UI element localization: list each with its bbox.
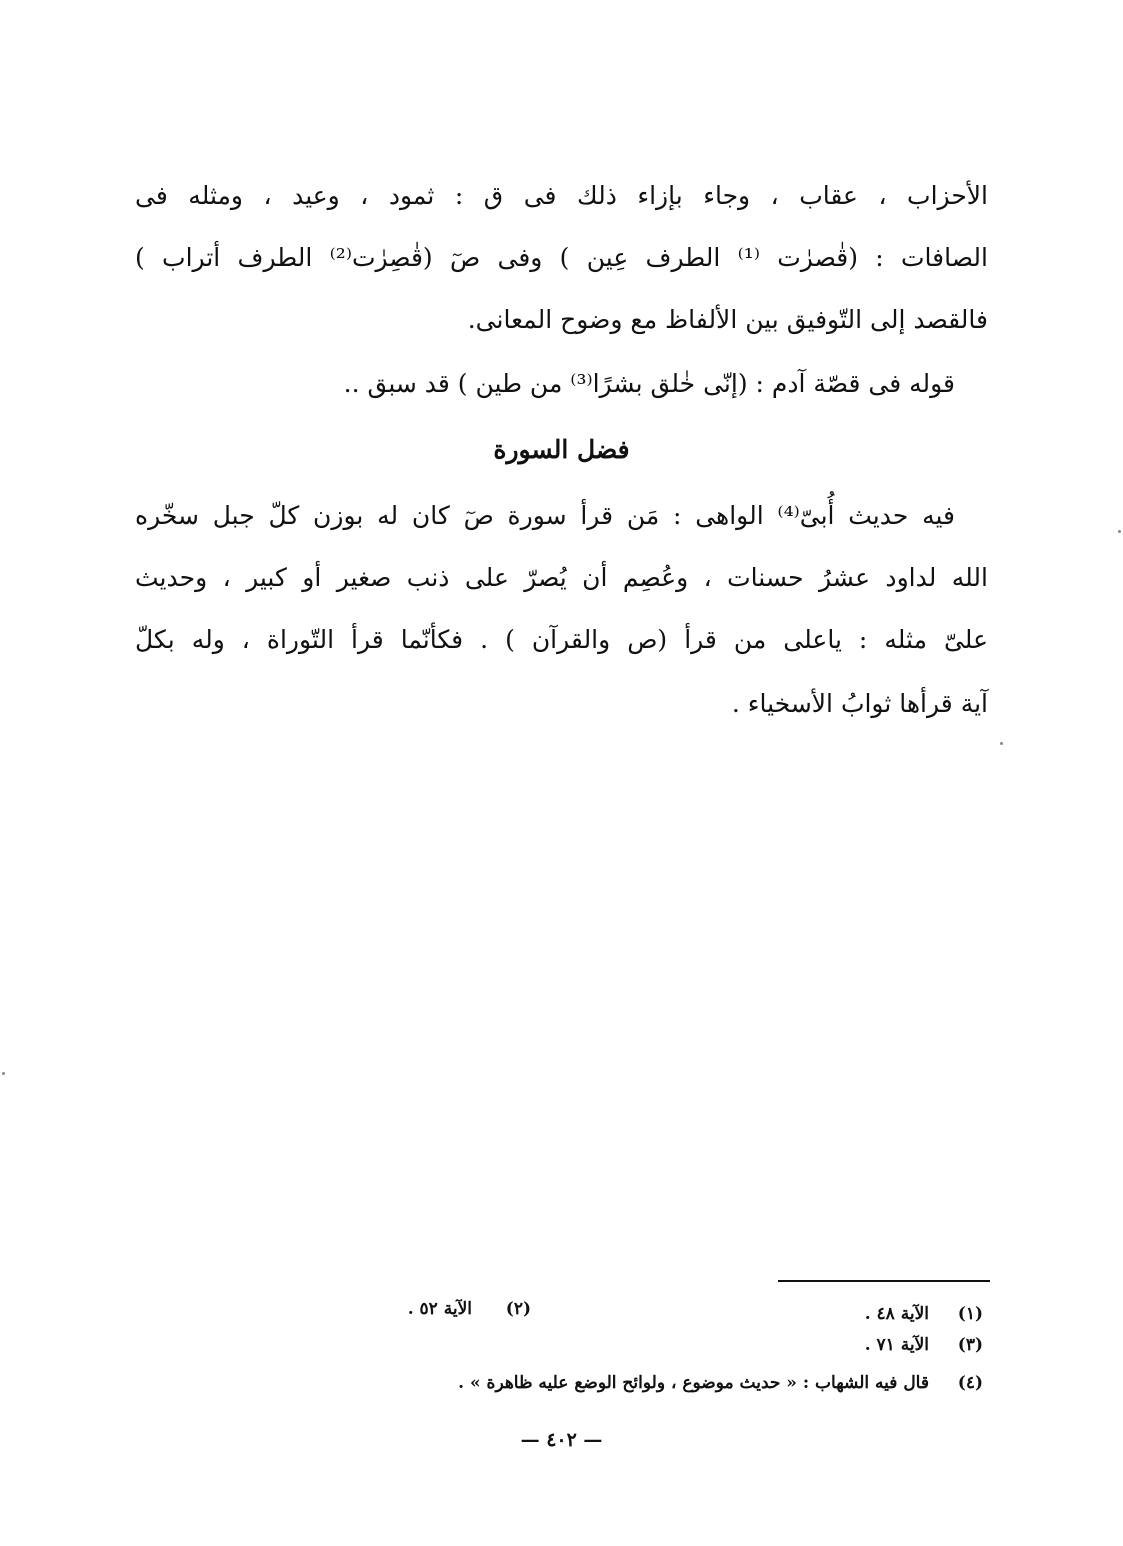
footnote-1-number: (١)	[957, 1304, 983, 1324]
body-line-6: الله لداود عشرُ حسنات ، وعُصِم أن يُصرّ على ذنب صغير أو كبير ، وحديث	[135, 563, 988, 592]
scan-speck	[1118, 530, 1121, 533]
body-line-1: الأحزاب ، عقاب ، وجاء بإزاء ذلك فى ق : ثمود ، وعيد ، ومثله فى	[135, 181, 988, 210]
body-line-3: فالقصد إلى التّوفيق بين الألفاظ مع وضوح المعانى.	[467, 305, 988, 334]
scan-speck	[2, 1072, 5, 1075]
body-line-4: قوله فى قصّة آدم : (إنّى خٰلق بشرًا⁽³⁾ من طين ) قد سبق ..	[343, 369, 955, 398]
body-line-8: آية قرأها ثوابُ الأسخياء .	[731, 689, 988, 718]
section-heading: فضل السورة	[493, 435, 630, 464]
footnote-rule	[778, 1280, 990, 1282]
footnote-4-number: (٤)	[957, 1373, 983, 1393]
page-number: — ٤٠٢ —	[520, 1429, 603, 1451]
footnote-3-text: الآية ٧١ .	[864, 1335, 929, 1355]
body-line-7: علىّ مثله : ياعلى من قرأ (ص والقرآن ) . فكأنّما قرأ التّوراة ، وله بكلّ	[135, 625, 988, 654]
body-line-5: فيه حديث أُبىّ⁽⁴⁾ الواهى : مَن قرأ سورة صٓ كان له بوزن كلّ جبل سخّره	[135, 501, 955, 530]
footnote-3-number: (٣)	[957, 1335, 983, 1355]
footnote-1-text: الآية ٤٨ .	[864, 1304, 929, 1324]
scan-speck	[1000, 742, 1003, 745]
body-line-2: الصافات : (قٰصرٰت ⁽¹⁾ الطرف عِين ) وفى صٓ (قٰصِرٰت⁽²⁾ الطرف أتراب )	[135, 243, 988, 272]
footnote-2-text: الآية ٥٢ .	[407, 1299, 472, 1319]
footnote-4-text: قال فيه الشهاب : « حديث موضوع ، ولوائح الوضع عليه ظاهرة » .	[458, 1373, 929, 1393]
footnote-2-number: (٢)	[505, 1299, 531, 1319]
